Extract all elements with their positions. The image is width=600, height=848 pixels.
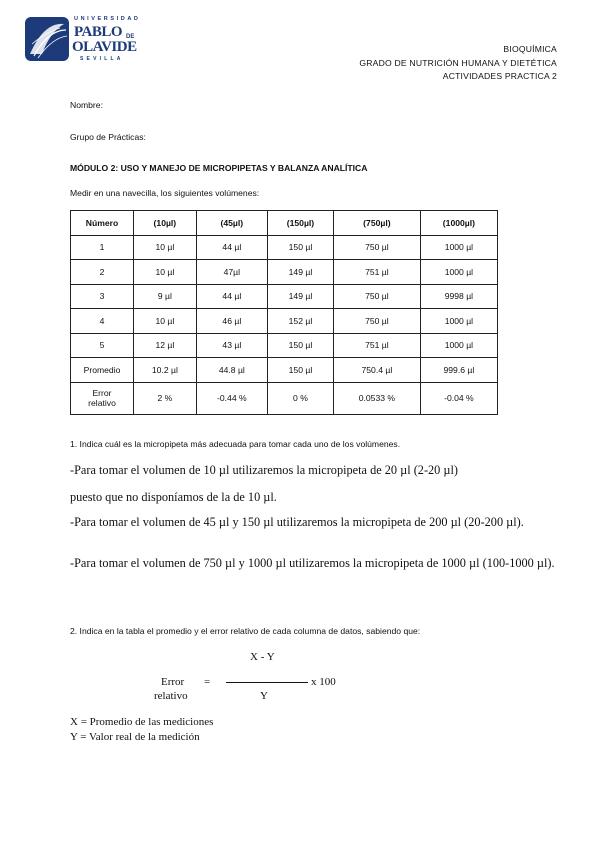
table-header-cell: (750µl) (333, 211, 420, 236)
table-cell: 2 (71, 260, 134, 285)
table-cell: 750.4 µl (333, 358, 420, 383)
formula-numerator: X - Y (250, 651, 275, 663)
table-cell: 150 µl (267, 235, 333, 260)
table-cell: 5 (71, 333, 134, 358)
definition-x: X = Promedio de las mediciones (70, 716, 214, 728)
table-header-cell: Número (71, 211, 134, 236)
table-cell: 152 µl (267, 309, 333, 334)
table-row-relative-error (71, 382, 498, 414)
answer-1-line2: puesto que no disponíamos de la de 10 µl. (70, 490, 277, 504)
question-1-title: 1. Indica cuál es la micropipeta más adecuada para tomar cada uno de los volúmenes. (70, 439, 401, 449)
table-row-average (71, 358, 498, 383)
table-cell: 750 µl (333, 284, 420, 309)
name-label: Nombre: (70, 100, 103, 110)
degree-title: GRADO DE NUTRICIÓN HUMANA Y DIETÉTICA (359, 57, 557, 68)
table-cell: 1000 µl (420, 309, 497, 334)
table-row (71, 260, 498, 285)
table-cell: 3 (71, 284, 134, 309)
table-cell: 149 µl (267, 284, 333, 309)
table-cell: Promedio (71, 358, 134, 383)
table-cell: 1 (71, 235, 134, 260)
table-cell: 150 µl (267, 358, 333, 383)
answer-1-para3: -Para tomar el volumen de 750 µl y 1000 µl utilizaremos la micropipeta de 1000 µl (100-1000 µl). (70, 556, 555, 570)
table-header-cell: (10µl) (134, 211, 197, 236)
table-cell: 0.0533 % (333, 382, 420, 414)
table-cell: 12 µl (134, 333, 197, 358)
table-cell: 47µl (196, 260, 267, 285)
answer-1-line1: -Para tomar el volumen de 10 µl utilizaremos la micropipeta de 20 µl (2-20 µl) (70, 463, 459, 477)
answer-1-para2: -Para tomar el volumen de 45 µl y 150 µl utilizaremos la micropipeta de 200 µl (20-200 µl). (70, 515, 524, 529)
logo-text-de: DE (126, 34, 135, 40)
formula-lhs-line1: Error (161, 676, 185, 688)
formula-equals: = (204, 676, 211, 688)
table-cell: 750 µl (333, 309, 420, 334)
table-row (71, 333, 498, 358)
question-2-title: 2. Indica en la tabla el promedio y el error relativo de cada columna de datos, sabiendo que: (70, 626, 421, 636)
error-label-line1: Error (92, 388, 112, 398)
document-header (359, 43, 557, 84)
table-cell: 2 % (134, 382, 197, 414)
table-cell: 9 µl (134, 284, 197, 309)
instruction-text: Medir en una navecilla, los siguientes volúmenes: (70, 188, 260, 198)
formula-multiplier: x 100 (311, 676, 336, 688)
table-cell: 10.2 µl (134, 358, 197, 383)
table-cell: 9998 µl (420, 284, 497, 309)
table-cell: 10 µl (134, 260, 197, 285)
table-header-cell: (1000µl) (420, 211, 497, 236)
table-cell: 751 µl (333, 260, 420, 285)
definition-y: Y = Valor real de la medición (70, 731, 200, 743)
fraction-bar (226, 682, 308, 683)
module-title: MÓDULO 2: USO Y MANEJO DE MICROPIPETAS Y BALANZA ANALÍTICA (70, 163, 368, 173)
table-header-cell: (45µl) (196, 211, 267, 236)
table-cell: 0 % (267, 382, 333, 414)
table-cell: 10 µl (134, 235, 197, 260)
table-cell: 4 (71, 309, 134, 334)
formula-lhs-line2: relativo (154, 690, 188, 702)
table-cell (71, 382, 134, 414)
formula-denominator: Y (260, 690, 268, 702)
table-cell: 1000 µl (420, 333, 497, 358)
table-cell: 999.6 µl (420, 358, 497, 383)
table-cell: 1000 µl (420, 260, 497, 285)
table-cell: 751 µl (333, 333, 420, 358)
table-cell: -0.44 % (196, 382, 267, 414)
logo-text-olavide: OLAVIDE (72, 39, 137, 55)
logo-text-sevilla: SEVILLA (80, 56, 124, 62)
activity-title: ACTIVIDADES PRACTICA 2 (442, 71, 557, 81)
table-cell: 44 µl (196, 284, 267, 309)
table-cell: 149 µl (267, 260, 333, 285)
university-logo (24, 14, 144, 66)
table-header-row (71, 211, 498, 236)
table-cell: -0.04 % (420, 382, 497, 414)
logo-text-pablo: PABLO (74, 24, 123, 40)
table-cell: 46 µl (196, 309, 267, 334)
table-cell: 43 µl (196, 333, 267, 358)
table-row (71, 235, 498, 260)
logo-text-university: UNIVERSIDAD (74, 16, 141, 22)
table-row (71, 309, 498, 334)
group-label: Grupo de Prácticas: (70, 132, 146, 142)
table-cell: 150 µl (267, 333, 333, 358)
table-cell: 750 µl (333, 235, 420, 260)
table-cell: 1000 µl (420, 235, 497, 260)
error-label-line2: relativo (88, 398, 116, 408)
table-row (71, 284, 498, 309)
subject-title: BIOQUÍMICA (503, 44, 557, 54)
table-cell: 44 µl (196, 235, 267, 260)
table-cell: 44.8 µl (196, 358, 267, 383)
measurement-table (70, 210, 498, 415)
table-cell: 10 µl (134, 309, 197, 334)
table-header-cell: (150µl) (267, 211, 333, 236)
